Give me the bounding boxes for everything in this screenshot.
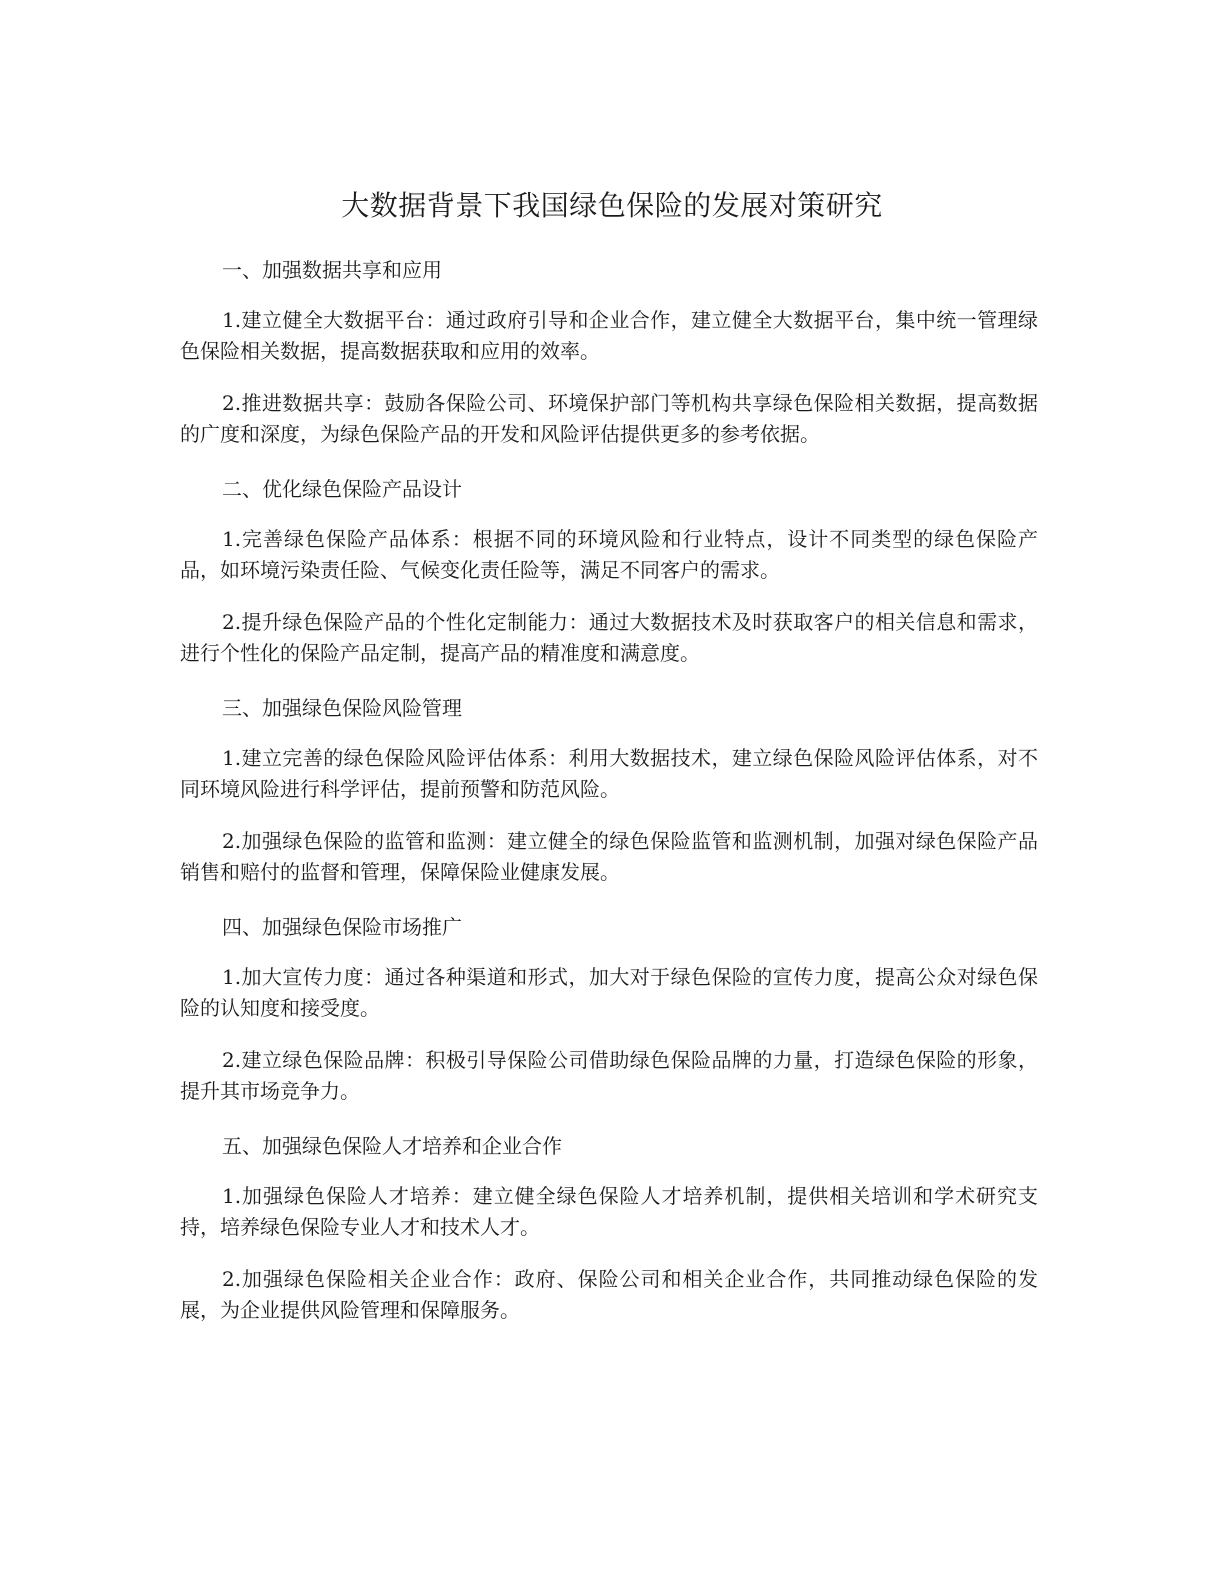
section-heading-3: 三、加强绿色保险风险管理 <box>222 696 462 720</box>
section-4-item-1: 1.加大宣传力度：通过各种渠道和形式，加大对于绿色保险的宣传力度，提高公众对绿色保险的认知度和接受度。 <box>180 965 1038 1020</box>
section-3-item-2: 2.加强绿色保险的监管和监测：建立健全的绿色保险监管和监测机制，加强对绿色保险产品销售和赔付的监督和管理，保障保险业健康发展。 <box>180 829 1038 884</box>
document-body <box>180 252 1038 1326</box>
document-title: 大数据背景下我国绿色保险的发展对策研究 <box>341 189 883 222</box>
section-3-item-1: 1.建立完善的绿色保险风险评估体系：利用大数据技术，建立绿色保险风险评估体系，对不同环境风险进行科学评估，提前预警和防范风险。 <box>180 746 1038 801</box>
section-1-item-1: 1.建立健全大数据平台：通过政府引导和企业合作，建立健全大数据平台，集中统一管理绿色保险相关数据，提高数据获取和应用的效率。 <box>180 308 1038 363</box>
section-1-item-2: 2.推进数据共享：鼓励各保险公司、环境保护部门等机构共享绿色保险相关数据，提高数据的广度和深度，为绿色保险产品的开发和风险评估提供更多的参考依据。 <box>180 391 1038 446</box>
section-4-item-2: 2.建立绿色保险品牌：积极引导保险公司借助绿色保险品牌的力量，打造绿色保险的形象，提升其市场竞争力。 <box>180 1048 1038 1103</box>
section-5-item-1: 1.加强绿色保险人才培养：建立健全绿色保险人才培养机制，提供相关培训和学术研究支持，培养绿色保险专业人才和技术人才。 <box>180 1184 1038 1239</box>
section-heading-5: 五、加强绿色保险人才培养和企业合作 <box>222 1134 562 1158</box>
section-heading-2: 二、优化绿色保险产品设计 <box>222 477 462 501</box>
section-heading-1: 一、加强数据共享和应用 <box>222 258 442 282</box>
section-5-item-2: 2.加强绿色保险相关企业合作：政府、保险公司和相关企业合作，共同推动绿色保险的发展，为企业提供风险管理和保障服务。 <box>180 1267 1038 1322</box>
section-2-item-2: 2.提升绿色保险产品的个性化定制能力：通过大数据技术及时获取客户的相关信息和需求，进行个性化的保险产品定制，提高产品的精准度和满意度。 <box>180 610 1038 665</box>
section-2-item-1: 1.完善绿色保险产品体系：根据不同的环境风险和行业特点，设计不同类型的绿色保险产品，如环境污染责任险、气候变化责任险等，满足不同客户的需求。 <box>180 527 1038 582</box>
section-heading-4: 四、加强绿色保险市场推广 <box>222 915 462 939</box>
